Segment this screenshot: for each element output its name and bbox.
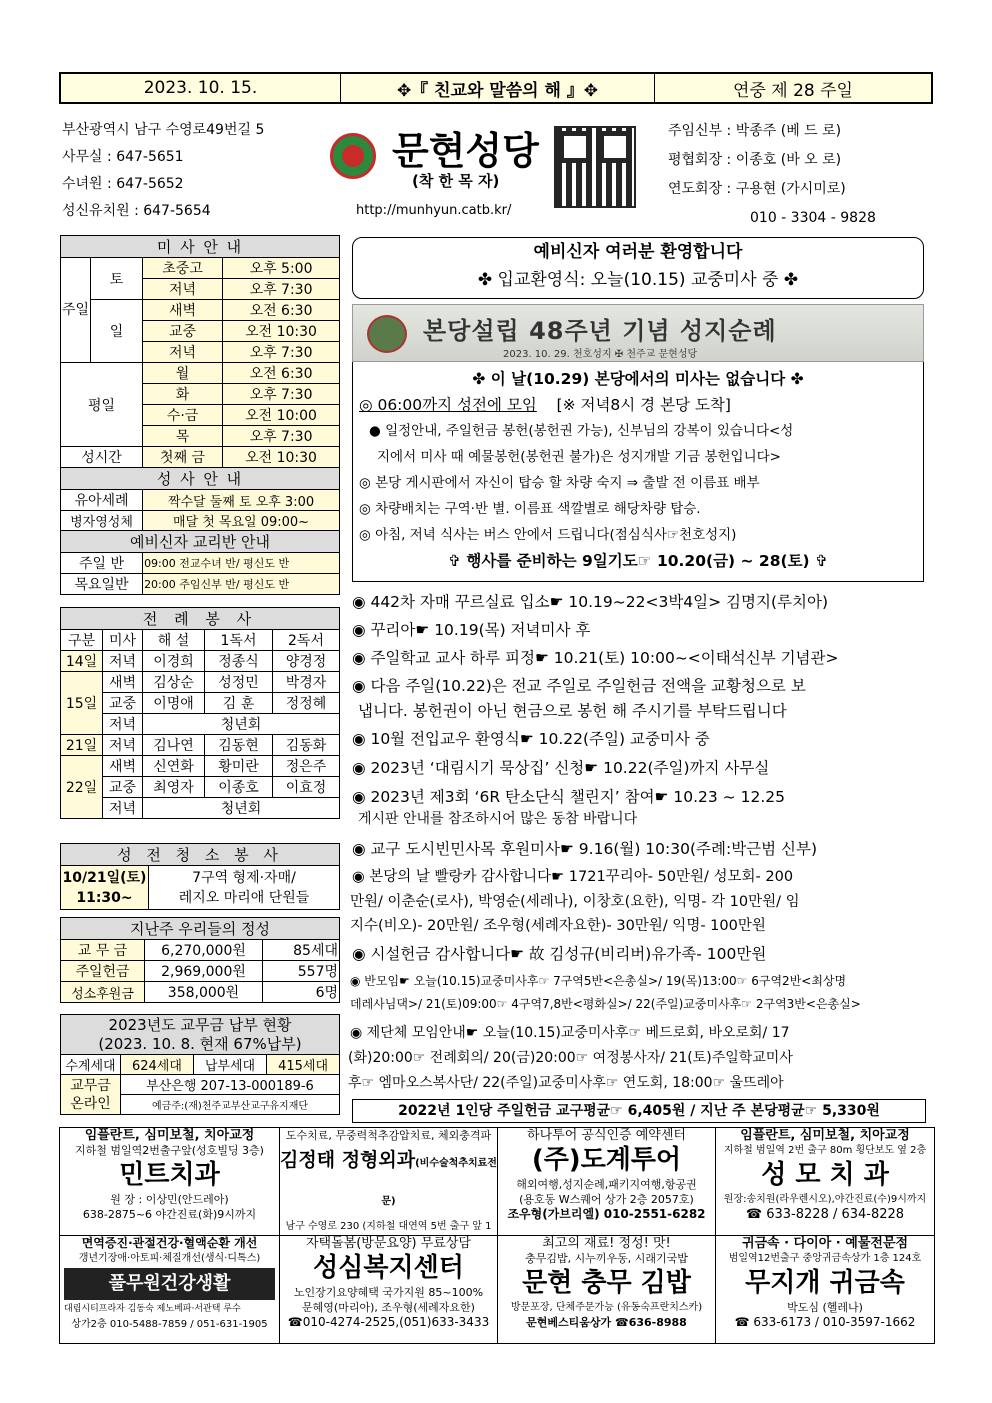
mass-time: 오전 10:30	[223, 321, 340, 342]
address: 부산광역시 남구 수영로49번길 5	[62, 122, 265, 138]
col-header: 미사	[103, 630, 143, 651]
cell: 주일헌금	[61, 961, 145, 982]
baptism-value: 짝수달 둘째 토 오후 3:00	[143, 490, 340, 511]
cell: 정은주	[273, 756, 340, 777]
notice-item: 지수(비오)- 20만원/ 조우형(세례자요한)- 30만원/ 익명- 100만원	[350, 918, 766, 934]
mass-name: 첫째 금	[143, 447, 223, 468]
cell: 청년회	[143, 798, 340, 819]
cell: 415세대	[267, 1055, 340, 1075]
ads-section	[59, 1127, 935, 1344]
mass-name: 목	[143, 426, 223, 447]
welcome-sub: ✤ 입교환영식: 오늘(10.15) 교중미사 중 ✤	[477, 270, 799, 290]
ad-chungmu-gimbap: 최고의 재료! 정성! 맛! 충무김밥, 시누끼우동, 시래기국밥 문현 충무 김밥 방문포장, 단체주문가능 (유동숙프란치스카) 문현베스티움상가 ☎636-8988	[498, 1236, 716, 1343]
cell: 김동화	[273, 735, 340, 756]
notice-item: ◉ 다음 주일(10.22)은 전교 주일로 주일헌금 전액을 교황청으로 보	[352, 677, 806, 695]
cell: 교중	[103, 693, 143, 714]
mass-time: 오후 7:30	[223, 384, 340, 405]
mass-time: 오전 10:30	[223, 447, 340, 468]
ad-pulmuone: 면역증진·관절건강·혈액순환 개선 갱년기장애·아토피·체질개선(생식·디톡스) 풀무원건강생활 대림시티프라자 김동숙 제노베파·서관택 루수 상가2층 010-5488-7859 / 051-631-1905	[60, 1236, 280, 1343]
church-logo-icon	[330, 133, 376, 179]
church-name: 문현성당	[392, 128, 539, 173]
weekday-label: 평일	[61, 363, 143, 447]
notice-item: ◉ 꾸리아☛ 10.19(목) 저녁미사 후	[352, 621, 591, 639]
elder-president: 연도회장 : 구용현 (가시미로)	[668, 181, 846, 197]
liturgical-week: 연중 제 28 주일	[733, 80, 853, 101]
cell: 김동현	[205, 735, 273, 756]
cell: 성정민	[205, 672, 273, 693]
notice-item: ◉ 제단체 모임안내☛ 오늘(10.15)교중미사후☞ 베드로회, 바오로회/ 17	[350, 1025, 790, 1041]
cell: 김나연	[143, 735, 205, 756]
cell: 6,270,000원	[145, 940, 263, 961]
dues-title: 2023년도 교무금 납부 현황 (2023. 10. 8. 현재 67%납부)	[61, 1015, 340, 1055]
notice-item: 데레사님댁>/ 21(토)09:00☞ 4구역7,8반<평화실>/ 22(주일)교중미사후☞ 2구역3반<은총실>	[350, 997, 861, 1011]
contact-info	[62, 117, 264, 225]
sick-label: 병자영성체	[61, 511, 143, 531]
pilgrim-line: ◎ 본당 게시판에서 자신이 탑승 할 차량 숙지 ⇒ 출발 전 이름표 배부	[359, 475, 760, 491]
mass-time: 오후 7:30	[223, 279, 340, 300]
cell: 신연화	[143, 756, 205, 777]
cleaning-date: 10/21일(토) 11:30~	[61, 866, 149, 910]
church-patron: (착 한 목 자)	[412, 172, 500, 190]
ad-dogye-tour: 하나투어 공식인증 예약센터 (주)도계투어 해외여행,성지순례,패키지여행,항공권 (용호동 W스퀘어 상가 2층 2057호) 조우형(가브리엘) 010-2551-6282	[498, 1128, 716, 1236]
cell: 새벽	[103, 672, 143, 693]
col-header: 구분	[61, 630, 103, 651]
cell: 정종식	[205, 651, 273, 672]
day-cell: 21일	[61, 735, 103, 756]
notice-item: ◉ 10월 전입교우 환영식☛ 10.22(주일) 교중미사 중	[352, 730, 710, 748]
notice-item: ◉ 2023년 제3회 ‘6R 탄소단식 챌린지’ 참여☛ 10.23 ~ 12.25	[352, 788, 785, 806]
col-header: 해 설	[143, 630, 205, 651]
cell: 저녁	[103, 735, 143, 756]
banner-sub: 2023. 10. 29. 천호성지 ✠ 천주교 문현성당	[503, 349, 698, 360]
office-phone: 사무실 : 647-5651	[62, 149, 184, 165]
offering-title: 지난주 우리들의 정성	[61, 918, 340, 940]
sunday-label: 주일	[61, 258, 91, 363]
cell: 새벽	[103, 756, 143, 777]
cell: 최영자	[143, 777, 205, 798]
notice-item: ◉ 본당의 날 빨랑카 감사합니다☛ 1721꾸리아- 50만원/ 성모회- 200	[352, 869, 794, 885]
sacrament-title: 성 사 안 내	[61, 468, 340, 490]
offering-table	[60, 917, 340, 1003]
notice-item: 만원/ 이춘순(로사), 박영순(세레나), 이창호(요한), 익명- 각 10만원/ 임	[350, 894, 800, 910]
day-cell: 15일	[61, 672, 103, 735]
online-label: 교무금 온라인	[61, 1075, 121, 1115]
ad-mint-dental: 임플란트, 심미보철, 치아교정 지하철 범일역2번출구앞(성호빌딩 3층) 민트치과 원 장 : 이상민(안드레아) 638-2875~6 야간진료(화)9시까지	[60, 1128, 280, 1236]
mass-time: 오전 6:30	[223, 300, 340, 321]
ad-seongmo-dental: 임플란트, 심미보철, 치아교정 지하철 범일역 2번 출구 80m 횡단보도 옆 2층 성 모 치 과 원장:송치원(라우렌시오),야간진료(수)9시까지 ☎ 633-8228 / 634-8228	[716, 1128, 934, 1236]
cell: 정정혜	[273, 693, 340, 714]
notice-item: ◉ 시설헌금 감사합니다☛ 故 김성규(비리버)유가족- 100만원	[352, 945, 767, 963]
cleaning-title: 성 전 청 소 봉 사	[61, 844, 340, 866]
church-url[interactable]: http://munhyun.catb.kr/	[356, 203, 512, 218]
year-theme: ✥『 친교와 말씀의 해 』✥	[341, 74, 655, 102]
bank-account: 부산은행 207-13-000189-6	[121, 1075, 340, 1095]
mass-time: 오후 7:30	[223, 342, 340, 363]
account-holder: 예금주:(재)천주교부산교구유지재단	[121, 1095, 340, 1115]
mass-name: 저녁	[143, 279, 223, 300]
offering-average-bar: 2022년 1인당 주일헌금 교구평균☞ 6,405원 / 지난 주 본당평균☞ 5,330원	[352, 1099, 926, 1123]
welcome-title: 예비신자 여러분 환영합니다	[533, 242, 743, 262]
ad-title: 김정태 정형외과(비수술척추치료전문)	[280, 1149, 497, 1207]
notice-item: ◉ 2023년 ‘대림시기 묵상집’ 신청☛ 10.22(주일)까지 사무실	[352, 759, 770, 777]
banner-title: 본당설립 48주년 기념 성지순례	[423, 317, 777, 345]
qr-code-icon[interactable]	[554, 126, 636, 208]
sun-label: 일	[91, 300, 143, 363]
cell: 양경정	[273, 651, 340, 672]
dues-table	[60, 1014, 340, 1115]
cleaning-team: 7구역 형제·자매/ 레지오 마리애 단원들	[149, 866, 340, 910]
pilgrim-line: ◎ 06:00까지 성전에 모임 [※ 저녁8시 경 본당 도착]	[359, 396, 731, 414]
holy-hour-label: 성시간	[61, 447, 143, 468]
cell: 교 무 금	[61, 940, 145, 961]
ad-orthopedic: 도수치료, 무중력척추감압치료, 체외충격파 김정태 정형외과(비수술척추치료전문) 남구 수영로 230 (지하철 대연역 5번 출구 앞 1	[280, 1128, 498, 1236]
sat-label: 토	[91, 258, 143, 300]
pilgrimage-banner	[352, 304, 924, 362]
cell: 교중	[103, 777, 143, 798]
notice-item: ◉ 반모임☛ 오늘(10.15)교중미사후☞ 7구역5반<은총실>/ 19(목)13:00☞ 6구역2반<최상명	[350, 974, 847, 988]
notice-item: (화)20:00☞ 전례회의/ 20(금)20:00☞ 여정봉사자/ 21(토)주일학교미사	[348, 1050, 793, 1066]
convent-phone: 수녀원 : 647-5652	[62, 176, 184, 192]
cell: 청년회	[143, 714, 340, 735]
mass-time: 오전 6:30	[223, 363, 340, 384]
cell: 황미란	[205, 756, 273, 777]
cell: 김 훈	[205, 693, 273, 714]
cell: 납부세대	[193, 1055, 266, 1075]
cell: 김상순	[143, 672, 205, 693]
class-label: 목요일반	[61, 574, 143, 595]
notice-item: 게시판 안내를 참조하시어 많은 동참 바랍니다	[358, 811, 638, 827]
ad-seongsim-welfare: 자택돌봄(방문요양) 무료상담 성심복지센터 노인장기요양혜택 국가지원 85~100% 문혜영(마리아), 조우형(세례자요한) ☎010-4274-2525,(051)633-3433	[280, 1236, 498, 1343]
mass-time: 오전 10:00	[223, 405, 340, 426]
cell: 이경희	[143, 651, 205, 672]
mass-name: 저녁	[143, 342, 223, 363]
elder-phone: 010 - 3304 - 9828	[750, 210, 876, 226]
church-logo-icon	[367, 315, 407, 353]
notice-item: 냅니다. 봉헌권이 아닌 현금으로 봉헌 해 주시기를 부탁드립니다	[358, 702, 787, 720]
ad-rainbow-jewelry: 귀금속 · 다이아 · 예물전문점 범일역12번출구 중앙귀금속상가 1층 124호 무지개 귀금속 박도심 (헬레나) ☎ 633-6173 / 010-3597-1662	[728, 1236, 922, 1329]
cell: 이종호	[205, 777, 273, 798]
notice-item: ◉ 442차 자매 꾸르실료 입소☛ 10.19~22<3박4일> 김명지(루치아)	[352, 593, 828, 611]
mass-title: 미 사 안 내	[61, 236, 340, 258]
cell: 성소후원금	[61, 982, 145, 1003]
mass-name: 화	[143, 384, 223, 405]
cell: 2,969,000원	[145, 961, 263, 982]
pilgrim-line: ✞ 행사를 준비하는 9일기도☞ 10.20(금) ~ 28(토) ✞	[447, 552, 829, 570]
cell: 이명애	[143, 693, 205, 714]
cleaning-table	[60, 843, 340, 910]
cell: 이효정	[273, 777, 340, 798]
cell: 557명	[263, 961, 340, 982]
clergy-info	[668, 117, 876, 233]
pilgrim-line: ◎ 차량배치는 구역·반 별. 이름표 색깔별로 해당차량 탑승.	[359, 501, 701, 517]
day-cell: 14일	[61, 651, 103, 672]
class-value: 20:00 주임신부 반/ 평신도 반	[143, 574, 340, 595]
cell: 저녁	[103, 798, 143, 819]
mass-time: 오후 7:30	[223, 426, 340, 447]
pilgrim-line: ✤ 이 날(10.29) 본당에서의 미사는 없습니다 ✤	[472, 370, 804, 388]
pilgrimage-box	[352, 362, 924, 582]
notice-item: 후☞ 엠마오스복사단/ 22(주일)교중미사후☞ 연도회, 18:00☞ 울뜨레아	[348, 1075, 784, 1091]
liturgy-table	[60, 607, 340, 819]
cell: 6명	[263, 982, 340, 1003]
baptism-label: 유아세례	[61, 490, 143, 511]
mass-name: 월	[143, 363, 223, 384]
header-bar	[59, 72, 933, 104]
col-header: 2독서	[273, 630, 340, 651]
catechumen-title: 예비신자 교리반 안내	[61, 531, 340, 553]
notice-item: ◉ 주일학교 교사 하루 피정☛ 10.21(토) 10:00~<이태석신부 기념관>	[352, 649, 839, 667]
mass-name: 교중	[143, 321, 223, 342]
welcome-box	[352, 237, 924, 299]
kindergarten-phone: 성신유치원 : 647-5654	[62, 203, 211, 219]
sick-value: 매달 첫 목요일 09:00~	[143, 511, 340, 531]
left-info-table	[60, 235, 340, 595]
mass-name: 초중고	[143, 258, 223, 279]
notice-item: ◉ 교구 도시빈민사목 후원미사☛ 9.16(월) 10:30(주례:박근범 신부)	[352, 840, 818, 858]
pilgrim-line: 지에서 미사 때 예물봉헌(봉헌권 불가)은 성지개발 기금 봉헌입니다>	[377, 449, 781, 465]
cell: 624세대	[121, 1055, 194, 1075]
class-value: 09:00 전교수녀 반/ 평신도 반	[143, 553, 340, 574]
liturgy-title: 전 례 봉 사	[61, 608, 340, 630]
mass-name: 수·금	[143, 405, 223, 426]
cell: 저녁	[103, 714, 143, 735]
day-cell: 22일	[61, 756, 103, 819]
class-label: 주일 반	[61, 553, 143, 574]
cell: 박경자	[273, 672, 340, 693]
pilgrim-line: ● 일정안내, 주일헌금 봉헌(봉헌권 가능), 신부님의 강복이 있습니다<성	[369, 423, 794, 439]
mass-name: 새벽	[143, 300, 223, 321]
cell: 수계세대	[61, 1055, 121, 1075]
mass-time: 오후 5:00	[223, 258, 340, 279]
cell: 85세대	[263, 940, 340, 961]
cell: 358,000원	[145, 982, 263, 1003]
col-header: 1독서	[205, 630, 273, 651]
cell: 저녁	[103, 651, 143, 672]
pastor: 주임신부 : 박종주 (베 드 로)	[668, 123, 842, 139]
council-president: 평협회장 : 이종호 (바 오 로)	[668, 152, 842, 168]
pilgrim-line: ◎ 아침, 저녁 식사는 버스 안에서 드립니다(점심식사☞천호성지)	[359, 527, 737, 543]
issue-date: 2023. 10. 15.	[61, 74, 341, 102]
